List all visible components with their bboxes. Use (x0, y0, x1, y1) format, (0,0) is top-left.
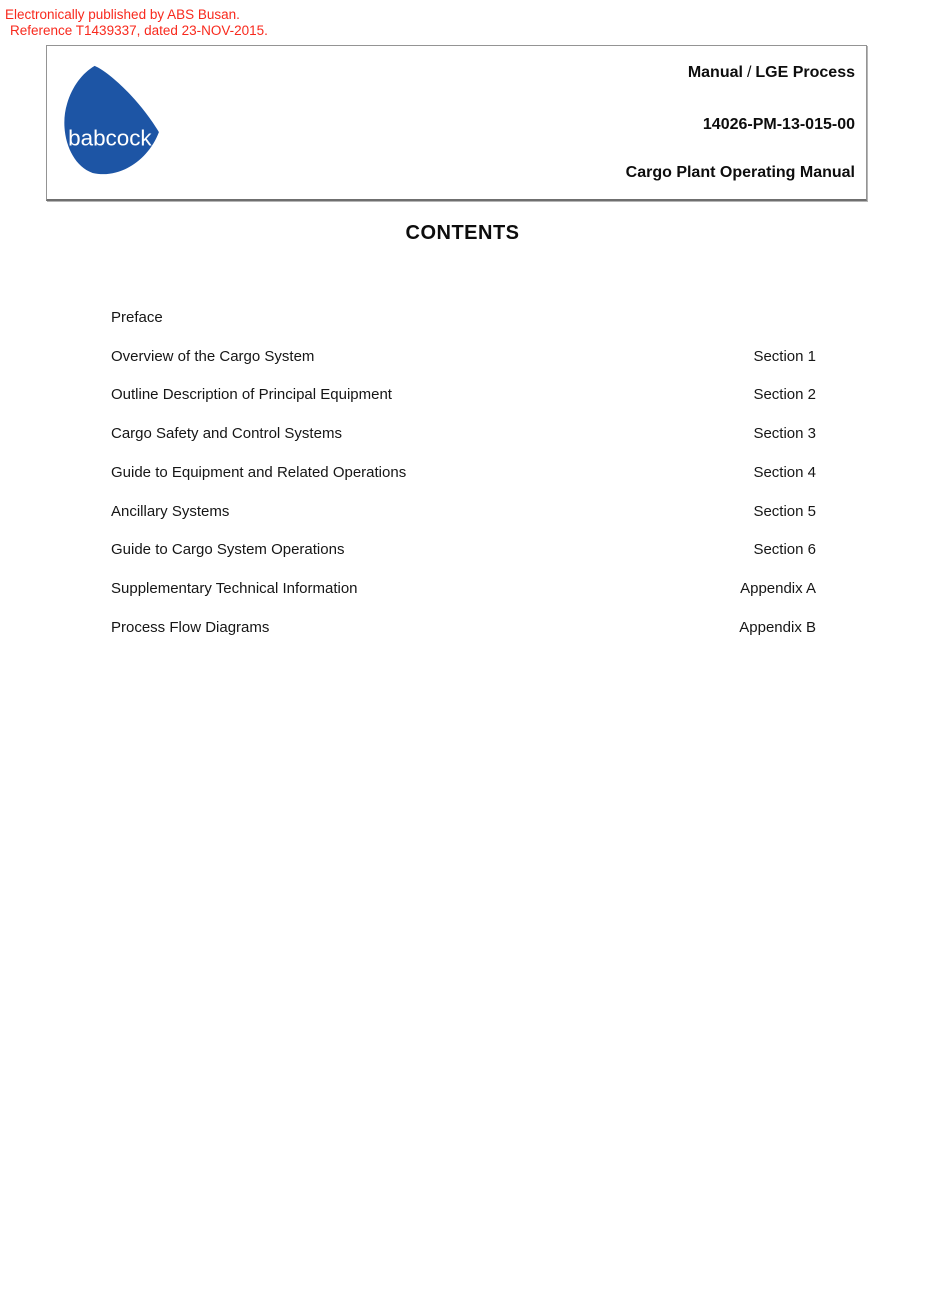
toc-item-ref: Section 6 (753, 541, 816, 559)
toc-row (111, 569, 816, 608)
toc-row (111, 608, 816, 647)
doc-type: Manual (687, 64, 743, 81)
toc-item-ref: Section 4 (753, 463, 816, 481)
title-block (46, 45, 867, 201)
toc-item-title: Ancillary Systems (111, 502, 230, 520)
babcock-logo (61, 64, 163, 186)
title-block-text (375, 46, 855, 199)
toc-item-title: Process Flow Diagrams (111, 618, 270, 636)
toc-item-title: Outline Description of Principal Equipment (111, 386, 392, 404)
stamp-line-2: Reference T1439337, dated 23-NOV-2015. (10, 22, 268, 38)
toc-item-title: Overview of the Cargo System (111, 347, 315, 365)
toc-item-ref: Appendix A (740, 580, 816, 598)
toc-row (111, 298, 816, 337)
toc-row (111, 453, 816, 492)
toc-row (111, 531, 816, 570)
stamp-line-1: Electronically published by ABS Busan. (5, 7, 240, 22)
toc-item-ref: Section 5 (753, 502, 816, 520)
doc-type-line (688, 65, 855, 81)
babcock-logo-text: babcock (68, 125, 152, 151)
toc-item-ref: Section 2 (753, 386, 816, 404)
toc-item-title: Cargo Safety and Control Systems (111, 425, 342, 443)
toc-item-title: Preface (111, 308, 163, 326)
toc-item-title: Supplementary Technical Information (111, 580, 358, 598)
toc-row (111, 414, 816, 453)
toc-item-ref: Section 3 (753, 425, 816, 443)
toc-item-title: Guide to Equipment and Related Operations (111, 463, 407, 481)
doc-title: Cargo Plant Operating Manual (625, 164, 855, 181)
table-of-contents (111, 298, 816, 647)
toc-row (111, 376, 816, 415)
toc-item-ref: Appendix B (739, 618, 816, 636)
doc-process: LGE Process (755, 64, 855, 81)
doc-number: 14026-PM-13-015-00 (702, 116, 855, 133)
abs-publishing-stamp (5, 7, 268, 38)
toc-row (111, 337, 816, 376)
toc-row (111, 492, 816, 531)
doc-type-separator: / (746, 64, 752, 81)
toc-item-title: Guide to Cargo System Operations (111, 541, 345, 559)
contents-heading: CONTENTS (405, 222, 520, 244)
babcock-droplet-icon (61, 64, 163, 186)
toc-item-ref: Section 1 (753, 347, 816, 365)
